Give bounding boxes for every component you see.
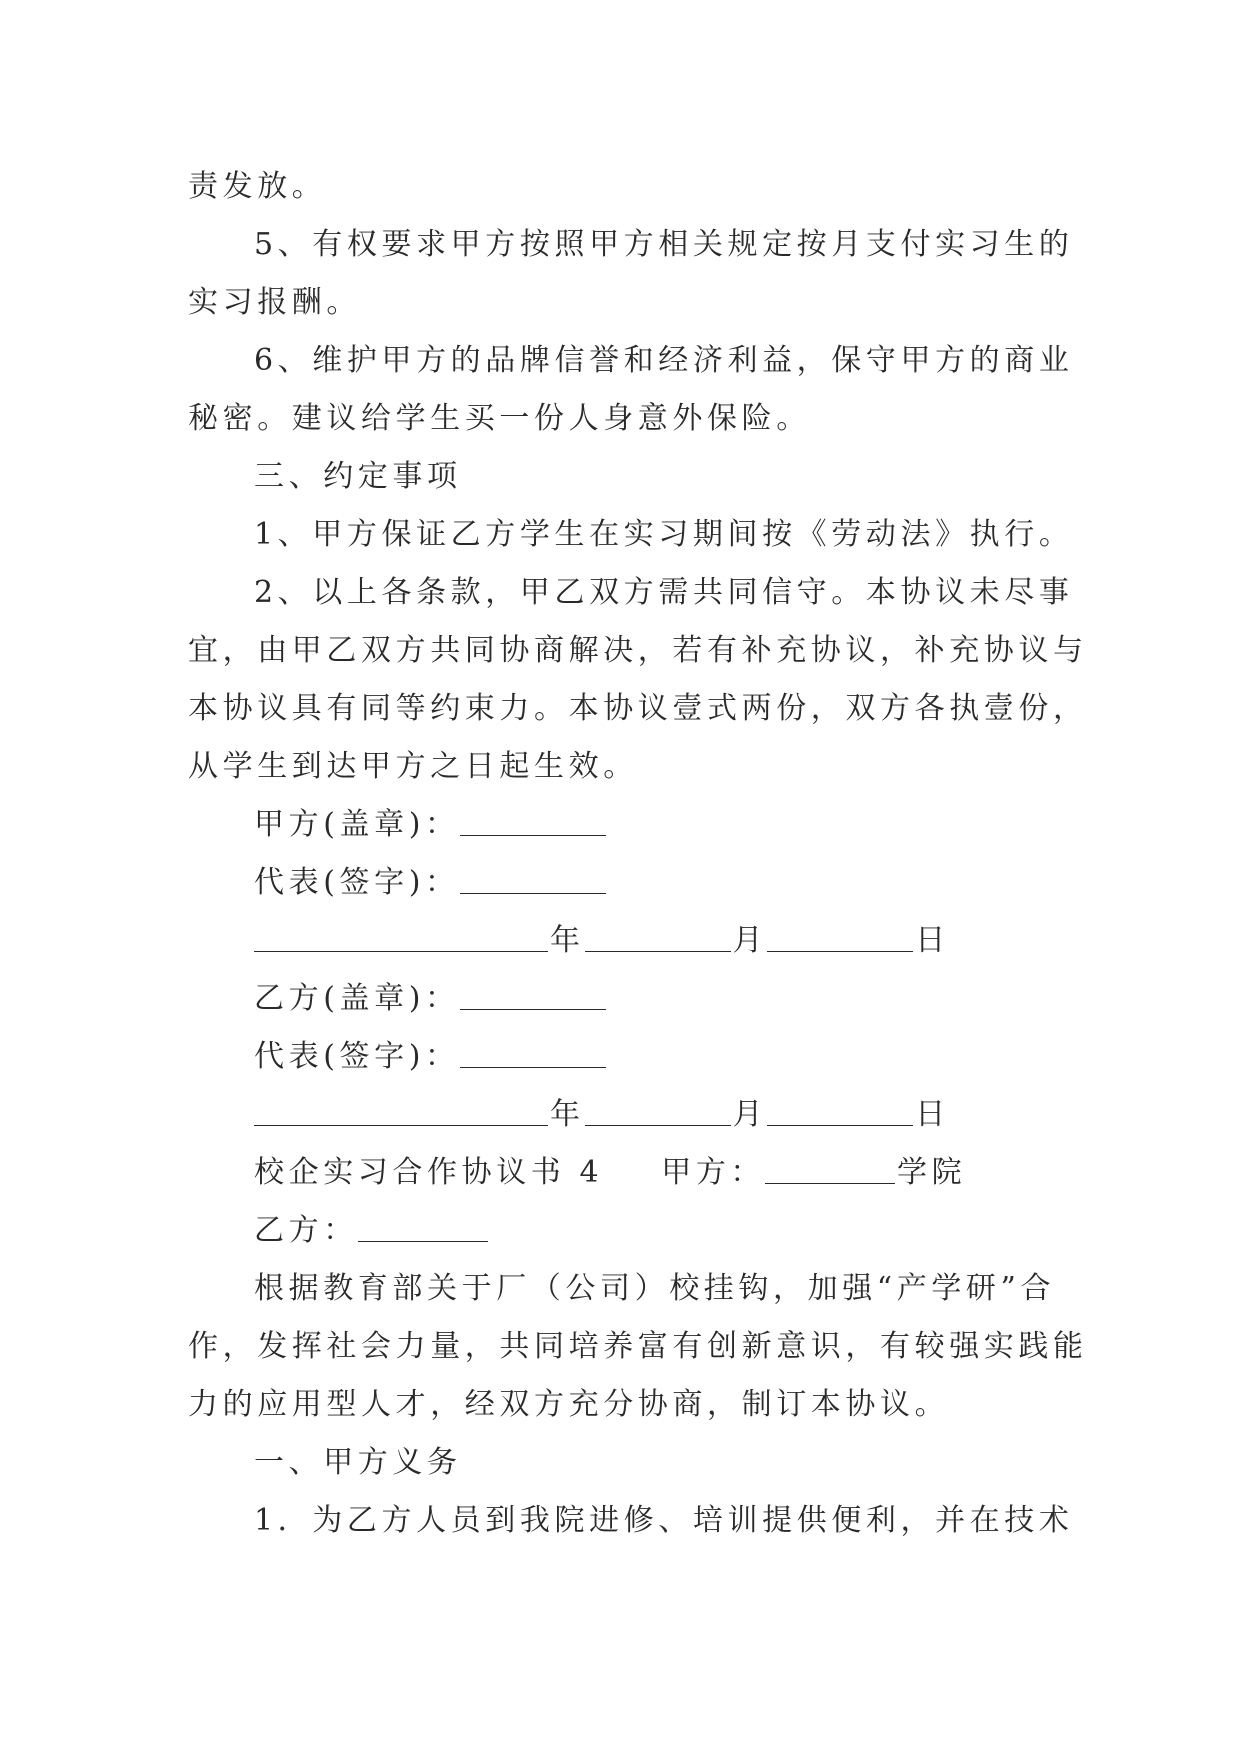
- paragraph-line: 6、维护甲方的品牌信誉和经济利益，保守甲方的商业: [254, 343, 1074, 378]
- paragraph-line: 宜，由甲乙双方共同协商解决，若有补充协议，补充协议与: [188, 633, 1088, 668]
- section-heading: 一、甲方义务: [254, 1445, 462, 1480]
- signature-line-party-a-seal: [188, 796, 1068, 854]
- paragraph-line: 2、以上各条款，甲乙双方需共同信守。本协议未尽事: [254, 575, 1074, 610]
- paragraph-line: 从学生到达甲方之日起生效。: [188, 749, 638, 784]
- paragraph-line: 责发放。: [188, 169, 327, 204]
- day-label: 日: [915, 1097, 950, 1132]
- paragraph-line: 作，发挥社会力量，共同培养富有创新意识，有较强实践能: [188, 1329, 1088, 1364]
- month-label: 月: [732, 923, 768, 958]
- agreement-title: 校企实习合作协议书 4: [254, 1155, 604, 1190]
- paragraph-line: 秘密。建议给学生买一份人身意外保险。: [188, 401, 811, 436]
- blank-field: [460, 863, 606, 894]
- signature-label: 代表(签字)：: [254, 865, 460, 900]
- party-a-label: 甲方：: [661, 1155, 766, 1190]
- paragraph-line: 5、有权要求甲方按照甲方相关规定按月支付实习生的: [254, 227, 1074, 262]
- party-b-label: 乙方：: [254, 1213, 358, 1248]
- day-label: 日: [915, 923, 950, 958]
- signature-label: 代表(签字)：: [254, 1039, 460, 1074]
- blank-field: [460, 979, 606, 1010]
- blank-field: [460, 1037, 606, 1068]
- signature-line-party-b-rep: [188, 1028, 1068, 1086]
- paragraph-line: 实习报酬。: [188, 285, 361, 320]
- date-line-party-b: [188, 1086, 1068, 1144]
- blank-field: [254, 921, 548, 952]
- blank-field: [254, 1095, 548, 1126]
- signature-line-party-b-seal: [188, 970, 1068, 1028]
- signature-line-party-a-rep: [188, 854, 1068, 912]
- blank-field: [460, 805, 606, 836]
- blank-field: [765, 1153, 895, 1184]
- paragraph-line: 本协议具有同等约束力。本协议壹式两份，双方各执壹份，: [188, 691, 1088, 726]
- paragraph-line: 根据教育部关于厂（公司）校挂钩，加强“产学研”合: [254, 1271, 1056, 1306]
- year-label: 年: [550, 923, 585, 958]
- date-line-party-a: [188, 912, 1068, 970]
- party-a-suffix: 学院: [897, 1155, 967, 1190]
- blank-field: [585, 921, 731, 952]
- month-label: 月: [732, 1097, 768, 1132]
- party-b-line: [188, 1202, 1068, 1260]
- blank-field: [585, 1095, 731, 1126]
- paragraph-line: 1、甲方保证乙方学生在实习期间按《劳动法》执行。: [254, 517, 1074, 552]
- year-label: 年: [550, 1097, 585, 1132]
- blank-field: [358, 1211, 488, 1242]
- blank-field: [767, 921, 913, 952]
- signature-label: 乙方(盖章)：: [254, 981, 460, 1016]
- signature-label: 甲方(盖章)：: [254, 807, 460, 842]
- agreement-title-line: [188, 1144, 1068, 1202]
- paragraph-line: 力的应用型人才，经双方充分协商，制订本协议。: [188, 1387, 950, 1422]
- document-page: [188, 158, 1088, 1550]
- blank-field: [767, 1095, 913, 1126]
- paragraph-line: 1．为乙方人员到我院进修、培训提供便利，并在技术: [254, 1503, 1074, 1538]
- section-heading: 三、约定事项: [254, 459, 462, 494]
